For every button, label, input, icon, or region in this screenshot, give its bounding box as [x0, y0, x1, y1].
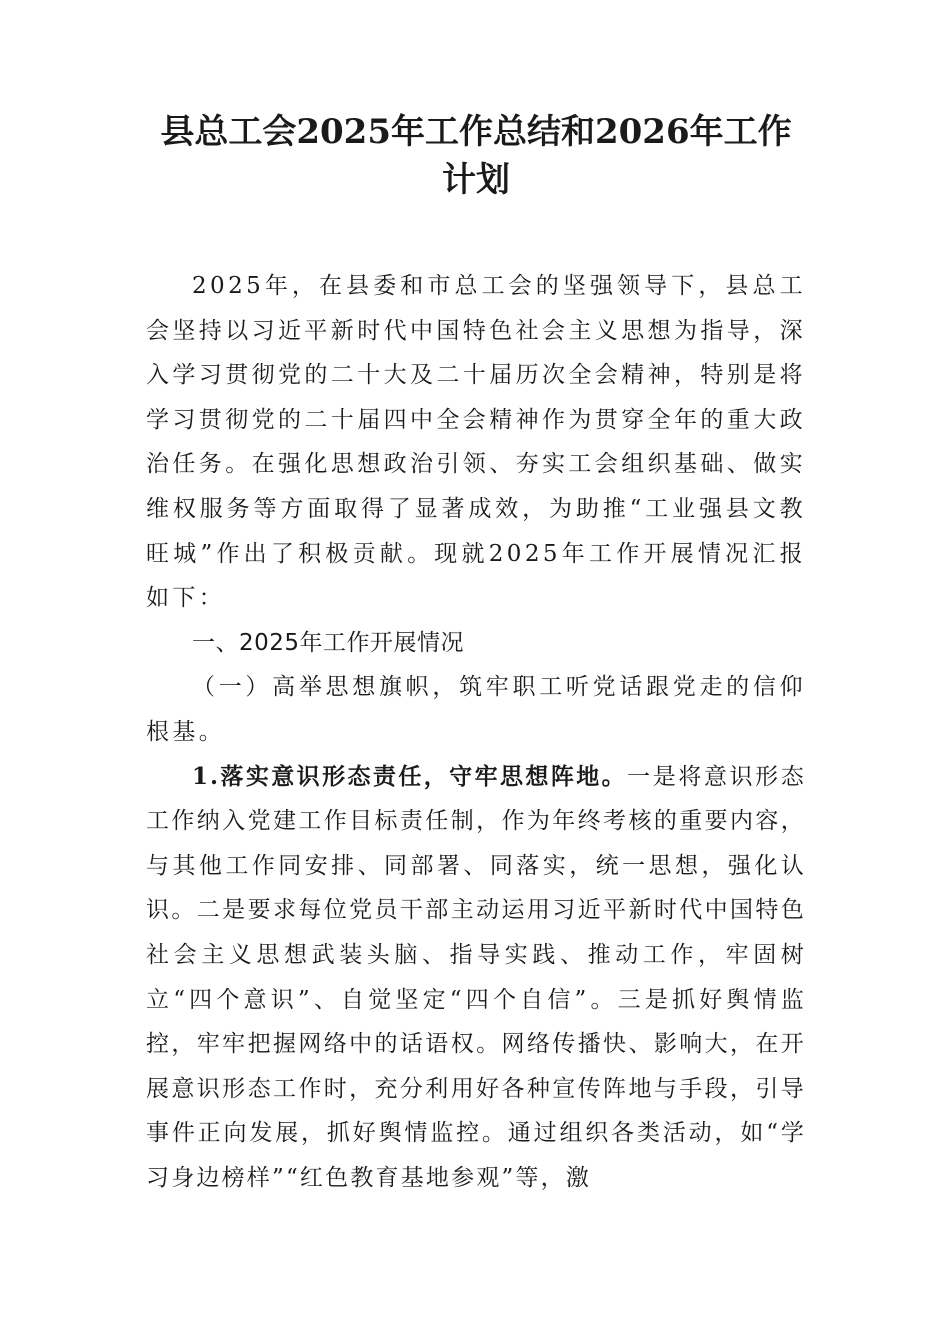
- document-title: 县总工会2025年工作总结和2026年工作计划: [160, 112, 792, 200]
- item-lead: 1.落实意识形态责任，守牢思想阵地。: [192, 762, 628, 790]
- item-paragraph: [146, 755, 806, 1201]
- intro-paragraph: 2025年，在县委和市总工会的坚强领导下，县总工会坚持以习近平新时代中国特色社会主义思想为指导，深入学习贯彻党的二十大及二十届历次全会精神，特别是将学习贯彻党的二十届四中全会精神作为贯穿全年的重大政治任务。在强化思想政治引领、夯实工会组织基础、做实维权服务等方面取得了显著成效，为助推“工业强县文教旺城”作出了积极贡献。现就2025年工作开展情况汇报如下：: [146, 273, 806, 612]
- subsection-heading: （一）高举思想旗帜，筑牢职工听党话跟党走的信仰根基。: [146, 674, 806, 745]
- section-heading: 一、2025年工作开展情况: [192, 629, 465, 656]
- document-page: [146, 108, 806, 1200]
- document-body: [146, 264, 806, 1200]
- item-body: 一是将意识形态工作纳入党建工作目标责任制，作为年终考核的重要内容，与其他工作同安排、同部署、同落实，统一思想，强化认识。二是要求每位党员干部主动运用习近平新时代中国特色社会主义思想武装头脑、指导实践、推动工作，牢固树立“四个意识”、自觉坚定“四个自信”。三是抓好舆情监控，牢牢把握网络中的话语权。网络传播快、影响大，在开展意识形态工作时，充分利用好各种宣传阵地与手段，引导事件正向发展，抓好舆情监控。通过组织各类活动，如“学习身边榜样”“红色教育基地参观”等，激: [146, 763, 806, 1191]
